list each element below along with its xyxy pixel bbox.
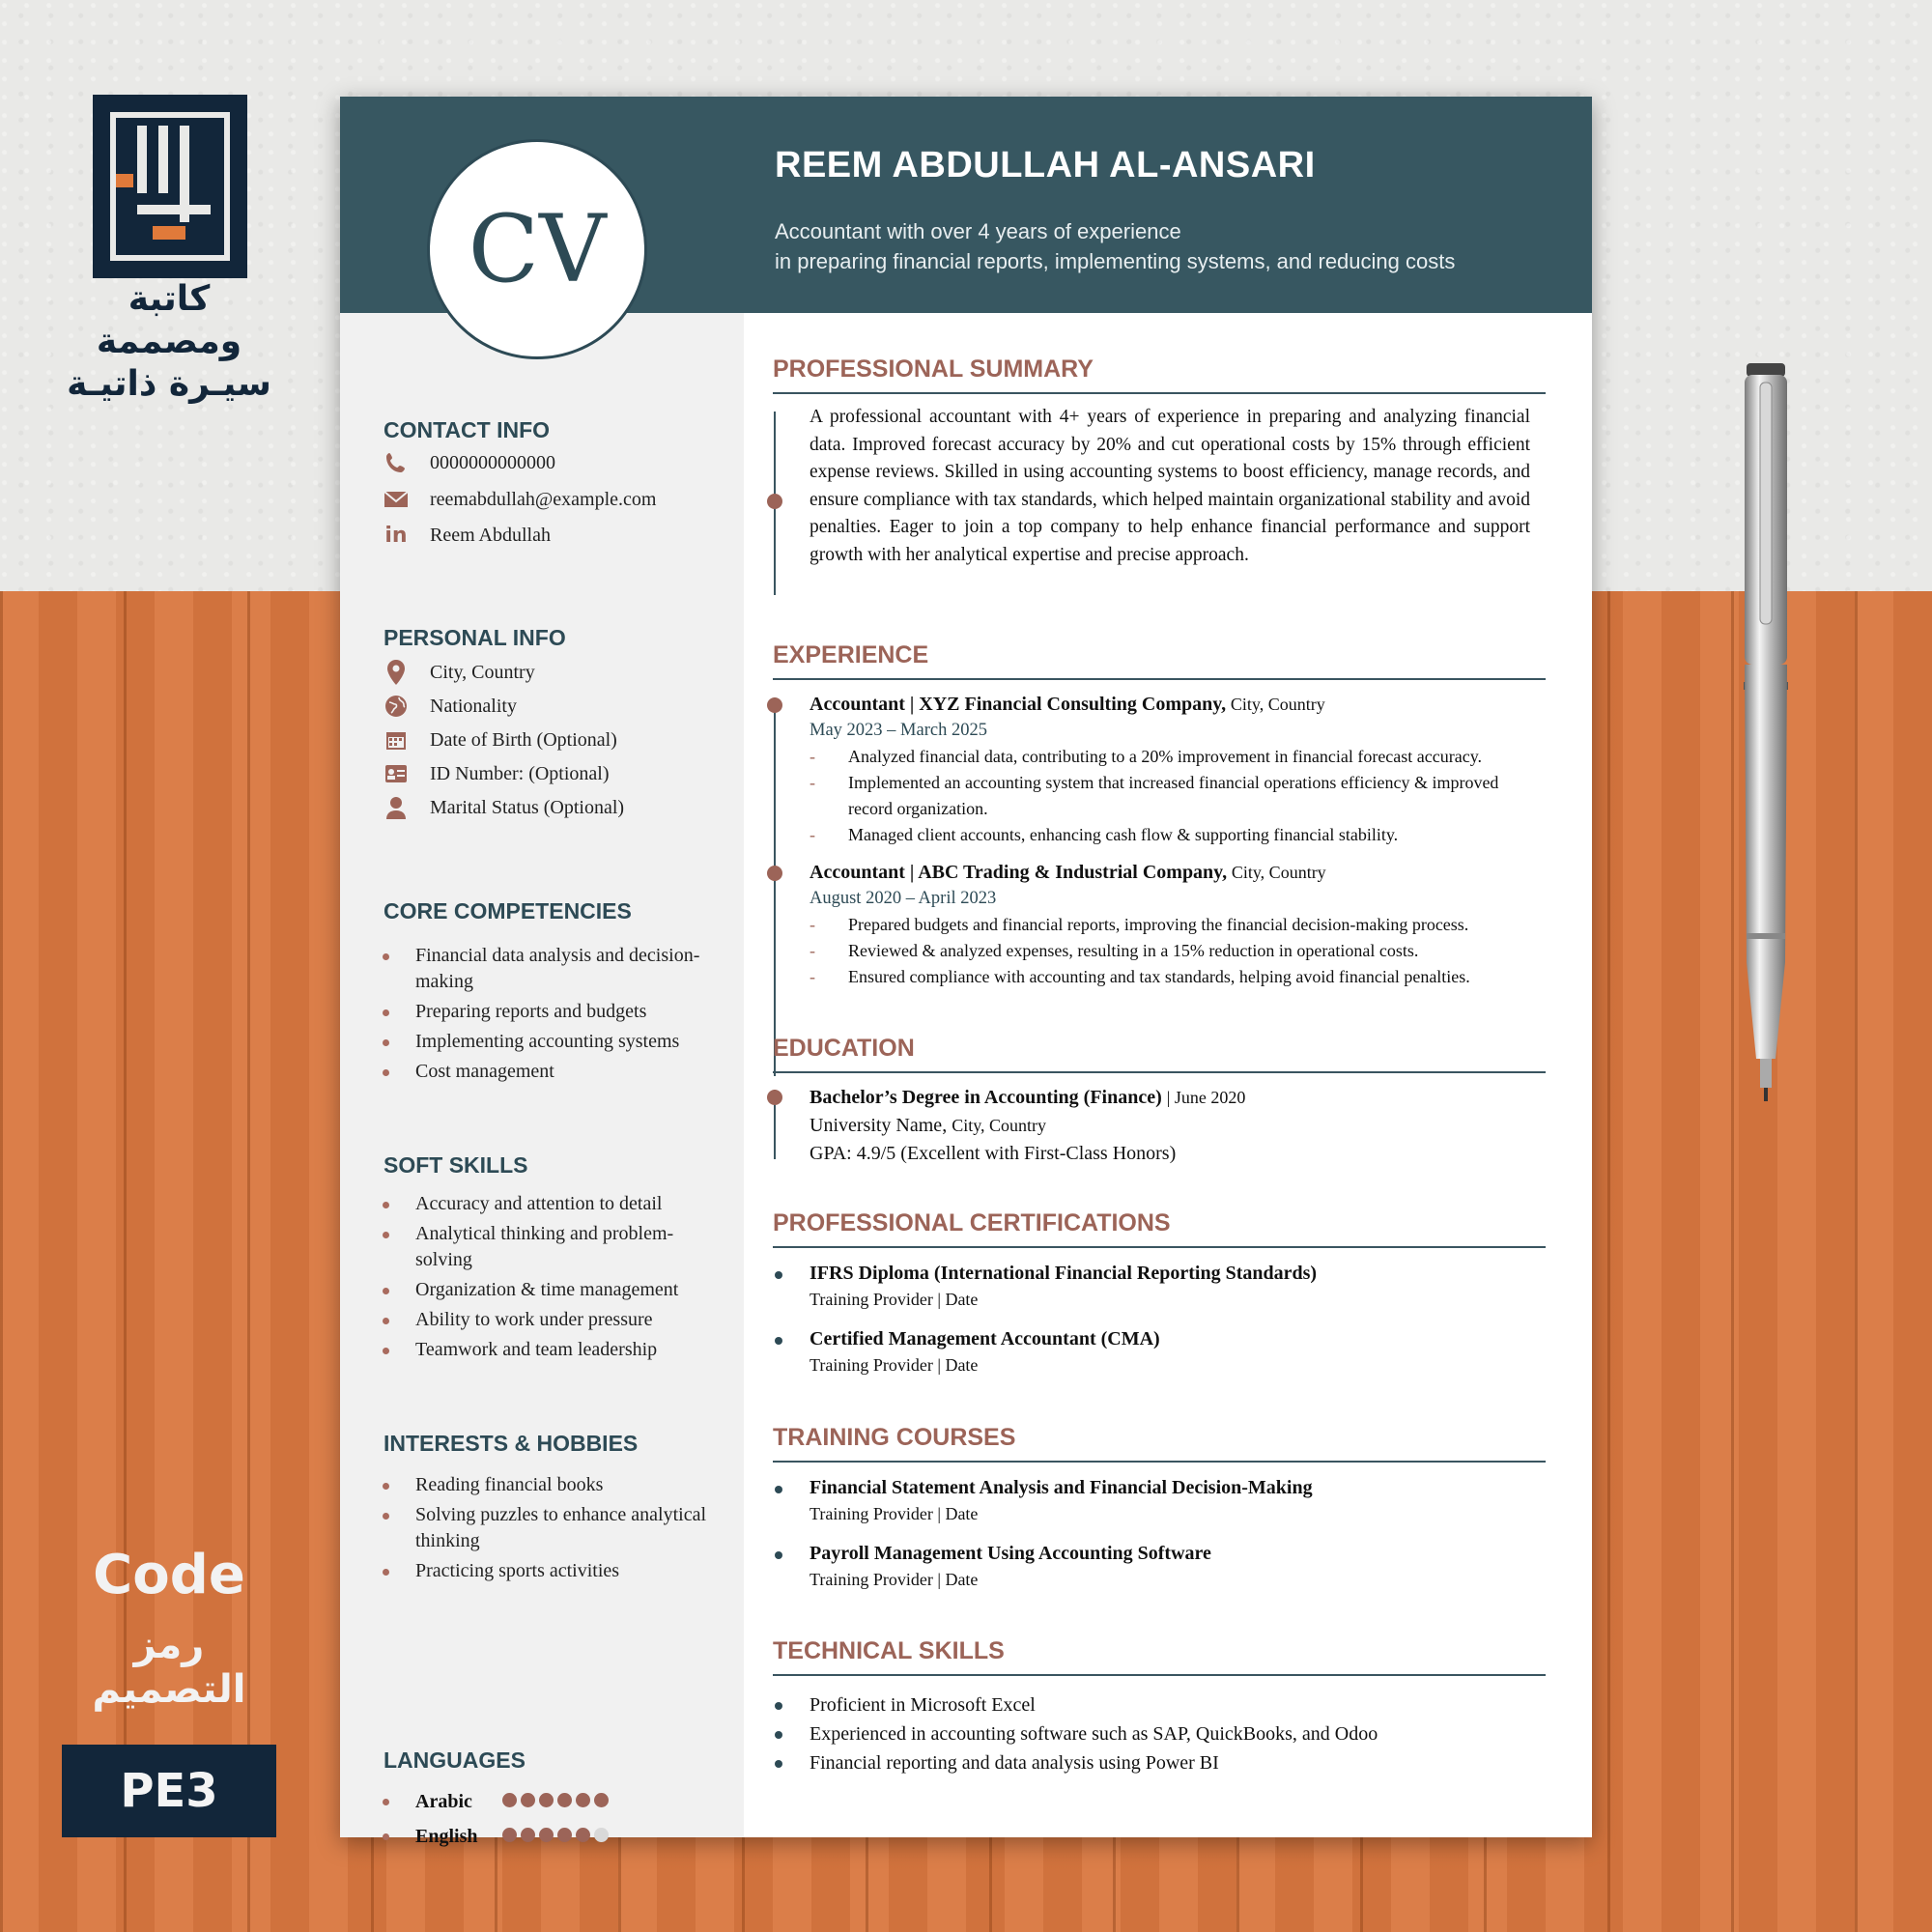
summary-text: A professional accountant with 4+ years of experience in preparing and analyzing financial data. Improved forecast accuracy by 20% and cut operational costs by 15% through efficient expense reviews. Skilled in using accounting systems to boost efficiency, manage records, and ensure compliance with tax standards, which helped maintain organizational stability and avoid penalties. Eager to join a top company to help enhance financial performance and support growth with her analytical expertise and precise approach. [810,407,1530,565]
timeline-line [774,697,776,1076]
location-text: City, Country [430,661,535,683]
core-heading: CORE COMPETENCIES [384,898,632,923]
job-dates: August 2020 – April 2023 [810,889,997,908]
education-entry [810,1084,1544,1168]
proficiency-dot [594,1793,609,1807]
interests-heading: INTERESTS & HOBBIES [384,1431,639,1456]
training-title: Payroll Management Using Accounting Software [810,1543,1211,1564]
university-name: University Name, [810,1115,948,1136]
bullet-dot [775,1760,782,1768]
job-title: Accountant | ABC Trading & Industrial Company, [810,862,1228,883]
timeline-dot [767,697,782,713]
nationality-text: Nationality [430,695,517,717]
dob-text: Date of Birth (Optional) [430,728,617,751]
phone-icon [384,450,409,475]
email-address: reemabdullah@example.com [430,488,657,510]
section-rule [773,1246,1546,1248]
job-bullet: - Implemented an accounting system that increased financial operations efficiency & improved record organization. [810,770,1524,822]
bullet-dot [775,1337,782,1345]
proficiency-dot [539,1793,554,1807]
job-location: City, Country [1230,695,1325,714]
email-icon [384,487,409,512]
timeline-dot [767,866,782,881]
code-label: Code [93,1544,245,1606]
training-item [810,1474,1544,1526]
linkedin-name: Reem Abdullah [430,524,551,546]
job-bullet: - Managed client accounts, enhancing cash flow & supporting financial stability. [810,822,1553,848]
training-title: Financial Statement Analysis and Financial Decision-Making [810,1477,1313,1498]
job-entry [810,860,1553,990]
proficiency-dot [557,1828,572,1842]
job-location: City, Country [1231,863,1326,882]
proficiency-dot [521,1828,535,1842]
list-item: Preparing reports and budgets [379,999,717,1025]
tagline-line2: in preparing financial reports, implementing systems, and reducing costs [775,249,1456,273]
contact-phone [384,450,555,475]
list-item: Cost management [379,1059,717,1085]
list-item: Teamwork and team leadership [379,1337,717,1363]
language-name: Arabic [415,1791,472,1812]
job-bullet: - Reviewed & analyzed expenses, resulting in a 15% reduction in operational costs. [810,938,1553,964]
languages-heading: LANGUAGES [384,1747,526,1773]
proficiency-dot [576,1828,590,1842]
job-entry [810,692,1553,848]
language-name: English [415,1826,478,1847]
job-bullet: - Analyzed financial data, contributing to a 20% improvement in financial forecast accuracy. [810,744,1553,770]
brand-tagline-line1: كاتبة ومصممة [96,279,242,361]
list-item: Experienced in accounting software such as SAP, QuickBooks, and Odoo [810,1723,1378,1745]
technical-heading: TECHNICAL SKILLS [773,1637,1005,1664]
bullet-dot [775,1702,782,1710]
section-rule [773,678,1546,680]
certification-item [810,1325,1544,1378]
personal-id [384,761,610,786]
certifications-heading: PROFESSIONAL CERTIFICATIONS [773,1209,1171,1236]
training-provider: Training Provider | Date [810,1570,979,1589]
list-item: Accuracy and attention to detail [379,1191,717,1217]
proficiency-dot [539,1828,554,1842]
list-item: Analytical thinking and problem-solving [379,1221,717,1273]
list-item: Implementing accounting systems [379,1029,717,1055]
brand-logo [93,95,247,278]
training-heading: TRAINING COURSES [773,1424,1016,1451]
proficiency-dot [502,1828,517,1842]
certification-title: Certified Management Accountant (CMA) [810,1328,1160,1350]
marital-text: Marital Status (Optional) [430,796,625,818]
training-item [810,1540,1544,1592]
id-card-icon [384,761,409,786]
list-item: Solving puzzles to enhance analytical thinking [379,1502,717,1554]
list-item: Practicing sports activities [379,1558,717,1584]
list-item: Ability to work under pressure [379,1307,717,1333]
proficiency-dot [557,1793,572,1807]
section-rule [773,392,1546,394]
core-list [379,943,717,1089]
candidate-name: REEM ABDULLAH AL-ANSARI [775,145,1316,185]
section-rule [773,1674,1546,1676]
contact-linkedin [384,523,551,548]
certification-provider: Training Provider | Date [810,1290,979,1309]
personal-heading: PERSONAL INFO [384,625,566,650]
personal-nationality [384,694,517,719]
contact-email [384,487,656,512]
list-item: Financial reporting and data analysis using Power BI [810,1752,1219,1774]
interests-list [379,1472,717,1588]
design-code-badge: PE3 [62,1745,276,1837]
globe-icon [384,694,409,719]
proficiency-dot [502,1793,517,1807]
certification-item [810,1260,1544,1312]
bullet-dot [775,1551,782,1559]
language-level [502,1791,612,1813]
personal-dob [384,727,617,753]
proficiency-dot [521,1793,535,1807]
job-bullet: - Ensured compliance with accounting and tax standards, helping avoid financial penalties. [810,964,1553,990]
list-item: Financial data analysis and decision-making [379,943,717,995]
list-item: Proficient in Microsoft Excel [810,1694,1036,1716]
proficiency-dot [594,1828,609,1842]
summary-heading: PROFESSIONAL SUMMARY [773,355,1094,383]
person-icon [384,795,409,820]
language-level [502,1826,612,1848]
personal-location [384,660,535,685]
section-rule [773,1071,1546,1073]
tagline-line1: Accountant with over 4 years of experience [775,219,1181,243]
location-pin-icon [384,660,409,685]
bullet-dot [775,1271,782,1279]
timeline-dot [767,1090,782,1105]
experience-heading: EXPERIENCE [773,641,929,668]
language-row [379,1791,612,1813]
certification-provider: Training Provider | Date [810,1355,979,1375]
degree-title: Bachelor’s Degree in Accounting (Finance) [810,1087,1162,1108]
job-bullet: - Prepared budgets and financial reports, improving the financial decision-making process. [810,912,1553,938]
proficiency-dot [576,1793,590,1807]
training-provider: Training Provider | Date [810,1504,979,1523]
calendar-icon [384,727,409,753]
job-title: Accountant | XYZ Financial Consulting Company, [810,694,1227,715]
section-rule [773,1461,1546,1463]
cv-monogram: CV [427,139,647,359]
resume-document [340,97,1592,1847]
soft-heading: SOFT SKILLS [384,1152,528,1178]
brand-tagline [58,278,280,406]
pen-illustration [1741,363,1791,1103]
id-text: ID Number: (Optional) [430,762,610,784]
personal-marital [384,795,624,820]
gpa-text: GPA: 4.9/5 (Excellent with First-Class Honors) [810,1143,1177,1164]
technical-list [810,1690,1378,1777]
list-item: Reading financial books [379,1472,717,1498]
bullet-dot [775,1486,782,1493]
list-item: Organization & time management [379,1277,717,1303]
language-row [379,1826,612,1848]
job-dates: May 2023 – March 2025 [810,721,987,740]
degree-date: | June 2020 [1166,1088,1246,1107]
code-label-arabic: رمز التصميم [92,1623,246,1712]
phone-number: 0000000000000 [430,451,555,473]
brand-tagline-line2: سيـرة ذاتيـة [67,364,271,404]
timeline-dot [767,494,782,509]
linkedin-icon: in [384,523,408,548]
bullet-dot [775,1731,782,1739]
soft-list [379,1191,717,1367]
certification-title: IFRS Diploma (International Financial Reporting Standards) [810,1263,1318,1284]
university-location: City, Country [952,1116,1047,1135]
contact-heading: CONTACT INFO [384,417,551,442]
education-heading: EDUCATION [773,1035,915,1062]
candidate-tagline [775,216,1455,276]
